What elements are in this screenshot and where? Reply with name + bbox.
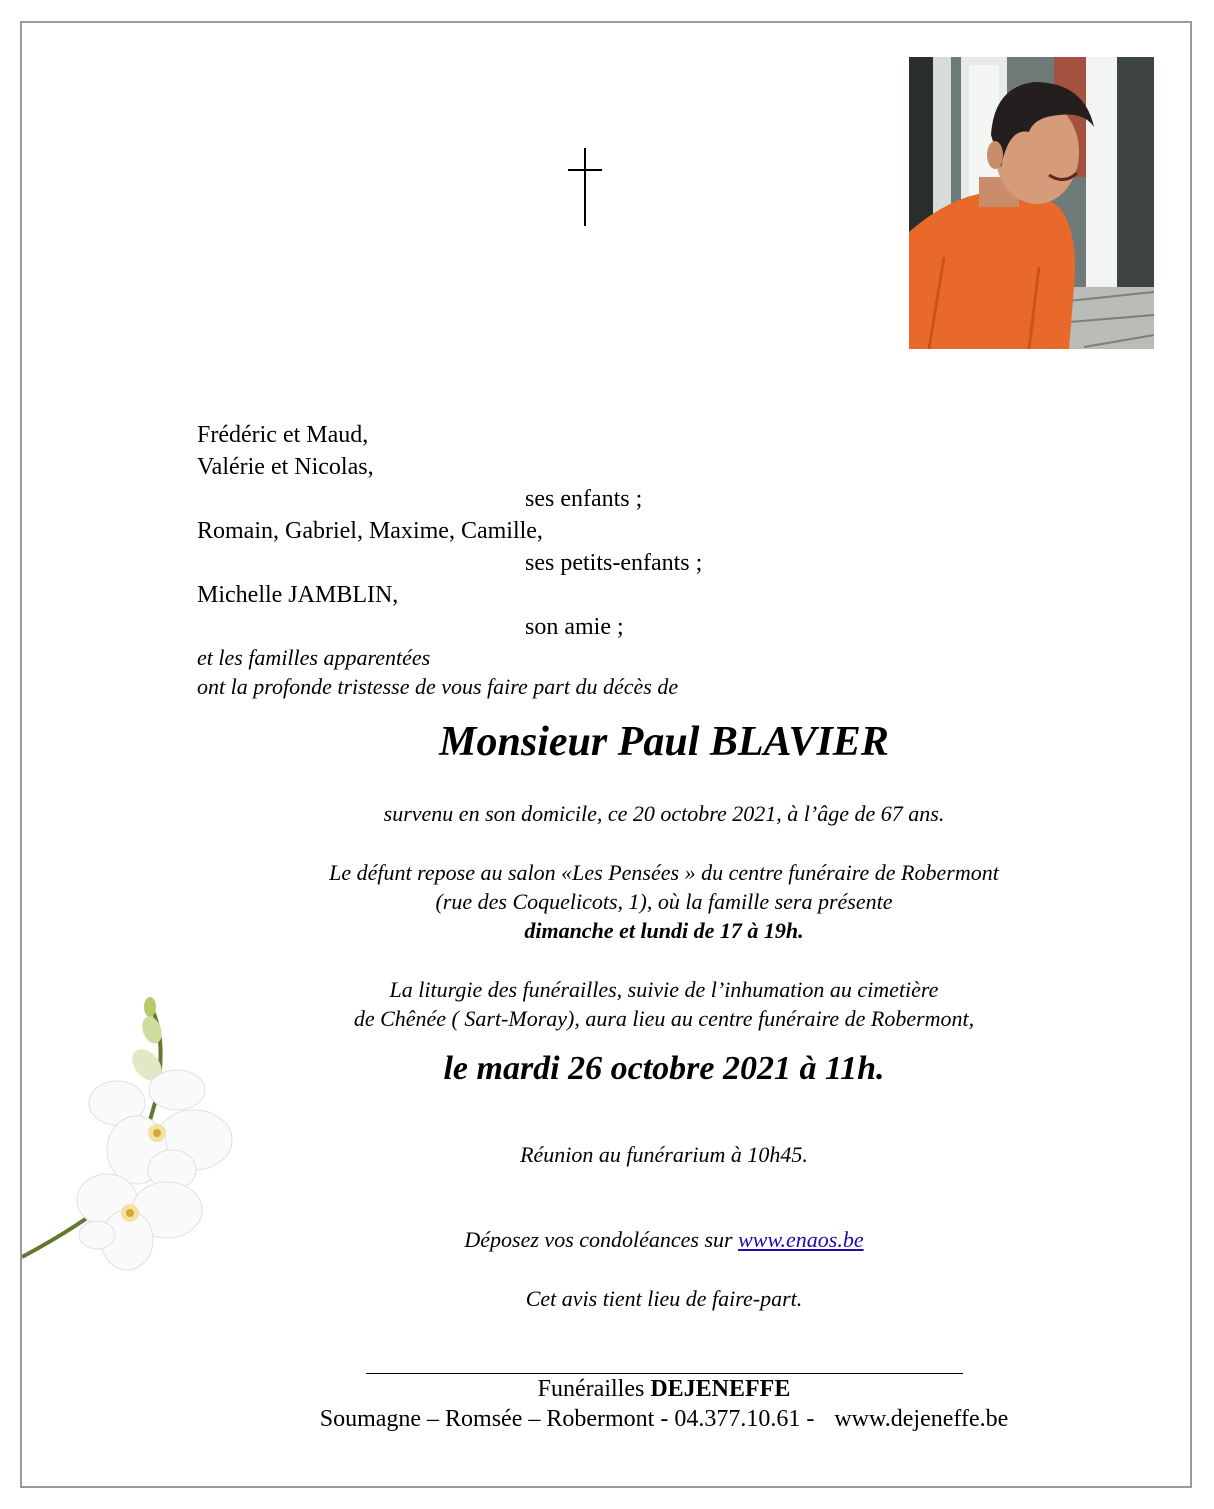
footer-company-prefix: Funérailles: [537, 1376, 651, 1402]
ceremony-line-1: La liturgie des funérailles, suivie de l’inhumation au cimetière: [389, 977, 939, 1002]
condolences-link[interactable]: www.enaos.be: [738, 1227, 864, 1252]
footer-company: [0, 1373, 1214, 1405]
family-line-friend: Michelle JAMBLIN,: [197, 582, 399, 608]
viewing-line-2: (rue des Coquelicots, 1), où la famille sera présente: [435, 889, 893, 914]
footer-contact: [0, 1403, 1214, 1435]
relation-children: ses enfants ;: [525, 486, 643, 512]
ceremony-line-2: de Chênée ( Sart-Moray), aura lieu au centre funéraire de Robermont,: [353, 1006, 975, 1031]
viewing-line-1: Le défunt repose au salon «Les Pensées » du centre funéraire de Robermont: [329, 860, 999, 885]
family-line-grandchildren: Romain, Gabriel, Maxime, Camille,: [197, 518, 543, 544]
orchid-icon: [22, 985, 272, 1295]
family-line-relatives: et les familles apparentées: [197, 645, 431, 670]
ceremony-date: le mardi 26 octobre 2021 à 11h.: [443, 1050, 885, 1087]
announcement-line: ont la profonde tristesse de vous faire part du décès de: [197, 674, 679, 699]
gathering-info: Réunion au funérarium à 10h45.: [520, 1142, 808, 1167]
footer-company-name: DEJENEFFE: [650, 1376, 791, 1402]
portrait-photo: [909, 57, 1154, 349]
family-line-children-1: Frédéric et Maud,: [197, 422, 369, 448]
viewing-hours: dimanche et lundi de 17 à 19h.: [524, 918, 804, 943]
relation-friend: son amie ;: [525, 614, 624, 640]
footer-website: www.dejeneffe.be: [834, 1406, 1009, 1432]
deceased-name: Monsieur Paul BLAVIER: [439, 719, 889, 765]
notice-line: Cet avis tient lieu de faire-part.: [525, 1286, 803, 1311]
relation-grandchildren: ses petits-enfants ;: [525, 550, 703, 576]
family-line-children-2: Valérie et Nicolas,: [197, 454, 374, 480]
footer-locations: Soumagne – Romsée – Robermont - 04.377.10.61 -: [319, 1406, 815, 1432]
death-circumstance: survenu en son domicile, ce 20 octobre 2021, à l’âge de 67 ans.: [383, 801, 945, 826]
cross-icon: [568, 148, 602, 226]
condolences-prefix: Déposez vos condoléances sur: [464, 1227, 739, 1252]
